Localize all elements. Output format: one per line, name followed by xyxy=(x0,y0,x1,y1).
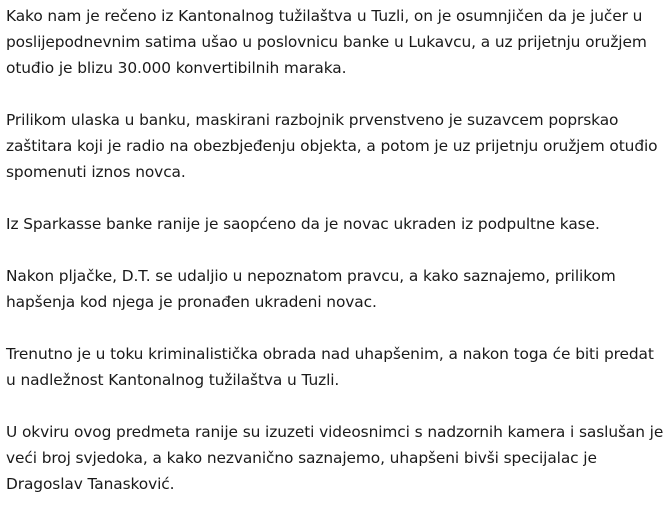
article-paragraph xyxy=(6,211,666,237)
paragraph-line: Trenutno je u toku kriminalistička obrada nad uhapšenim, a nakon toga će biti predat xyxy=(6,345,654,363)
article-paragraph xyxy=(6,419,666,497)
paragraph-line: hapšenja kod njega je pronađen ukradeni novac. xyxy=(6,293,377,311)
paragraph-line: U okviru ovog predmeta ranije su izuzeti videosnimci s nadzornih kamera i saslušan je xyxy=(6,423,664,441)
article-paragraph xyxy=(6,341,666,393)
paragraph-line: Iz Sparkasse banke ranije je saopćeno da je novac ukraden iz podpultne kase. xyxy=(6,215,600,233)
paragraph-line: zaštitara koji je radio na obezbjeđenju objekta, a potom je uz prijetnju oružjem otuđio xyxy=(6,137,658,155)
article-paragraph xyxy=(6,3,666,81)
paragraph-line: Prilikom ulaska u banku, maskirani razbojnik prvenstveno je suzavcem poprskao xyxy=(6,111,619,129)
paragraph-line: Nakon pljačke, D.T. se udaljio u nepoznatom pravcu, a kako saznajemo, prilikom xyxy=(6,267,616,285)
article-paragraph xyxy=(6,107,666,185)
paragraph-line: otuđio je blizu 30.000 konvertibilnih maraka. xyxy=(6,59,347,77)
article-body xyxy=(6,0,666,523)
paragraph-line: Kako nam je rečeno iz Kantonalnog tužilaštva u Tuzli, on je osumnjičen da je jučer u xyxy=(6,7,643,25)
paragraph-line: u nadležnost Kantonalnog tužilaštva u Tuzli. xyxy=(6,371,340,389)
paragraph-line: poslijepodnevnim satima ušao u poslovnicu banke u Lukavcu, a uz prijetnju oružjem xyxy=(6,33,647,51)
article-paragraph xyxy=(6,263,666,315)
paragraph-line: spomenuti iznos novca. xyxy=(6,163,186,181)
paragraph-line: Dragoslav Tanasković. xyxy=(6,475,175,493)
paragraph-line: veći broj svjedoka, a kako nezvanično saznajemo, uhapšeni bivši specijalac je xyxy=(6,449,597,467)
